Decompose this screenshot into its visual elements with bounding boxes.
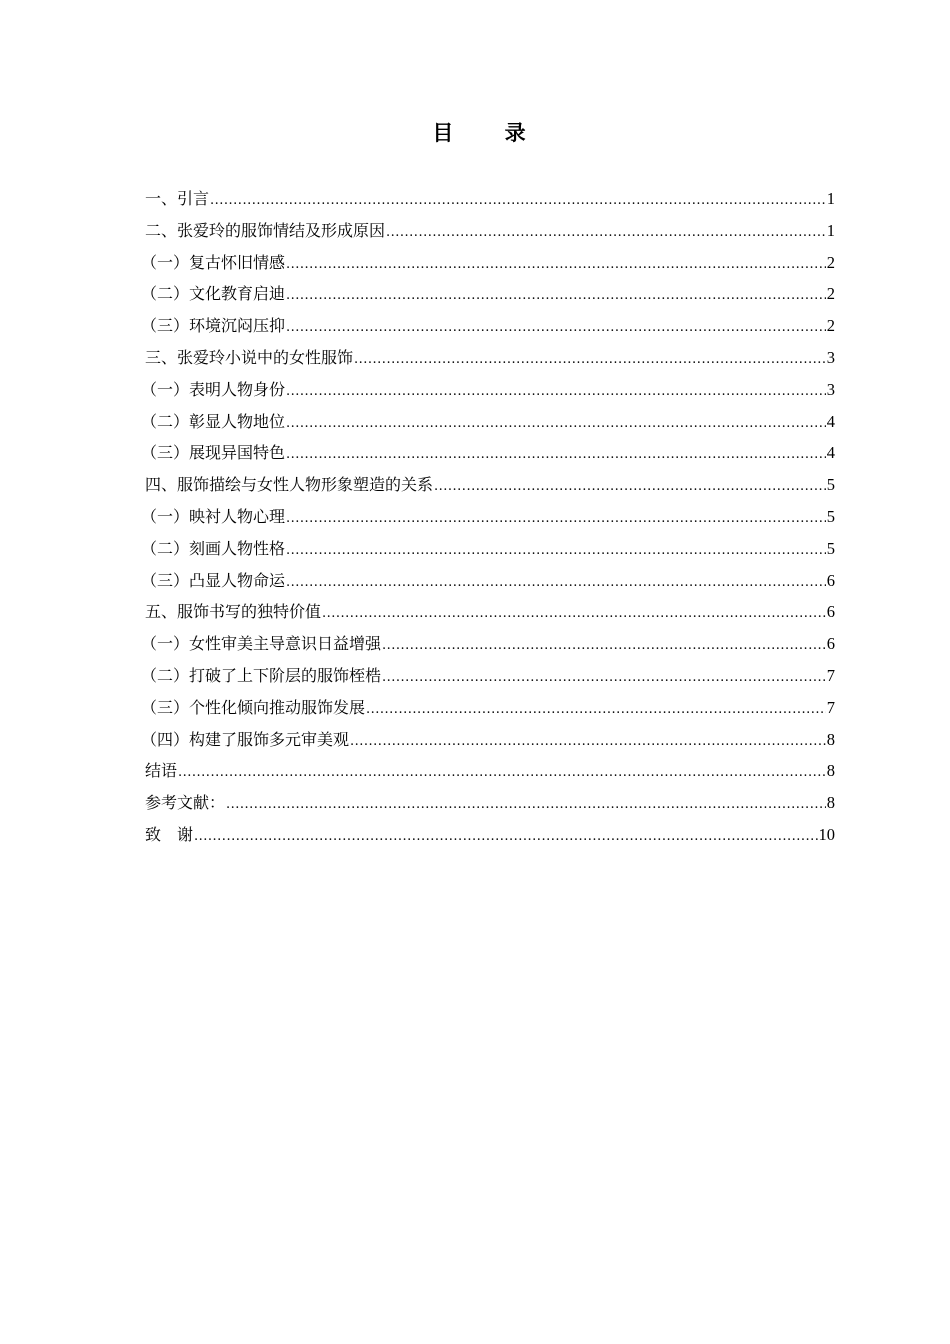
toc-entry-page-number: 3 — [826, 379, 835, 399]
toc-entry-page-number: 8 — [826, 761, 835, 781]
toc-entry-title: （三）个性化倾向推动服饰发展 — [141, 697, 366, 717]
toc-entry-title: （二）彰显人物地位 — [141, 411, 286, 431]
dot-leader — [286, 282, 826, 309]
toc-entry-title: （一）复古怀旧情感 — [141, 252, 286, 272]
toc-entry[interactable] — [145, 757, 835, 789]
toc-entry-page-number: 8 — [826, 793, 835, 813]
toc-entry-page-number: 5 — [826, 538, 835, 558]
toc-entry[interactable] — [145, 217, 835, 249]
table-of-contents — [141, 185, 835, 853]
dot-leader — [286, 251, 826, 278]
toc-entry-page-number: 4 — [826, 443, 835, 463]
dot-leader — [354, 346, 826, 373]
toc-entry-page-number: 8 — [826, 729, 835, 749]
dot-leader — [210, 187, 826, 214]
toc-entry-title: 二、张爱玲的服饰情结及形成原因 — [145, 220, 386, 240]
dot-leader — [286, 378, 826, 405]
toc-entry[interactable] — [145, 185, 835, 217]
toc-entry-page-number: 2 — [826, 252, 835, 272]
toc-entry-page-number: 3 — [826, 347, 835, 367]
toc-entry[interactable] — [141, 567, 835, 599]
toc-entry-page-number: 6 — [826, 602, 835, 622]
toc-entry-page-number: 6 — [826, 570, 835, 590]
dot-leader — [286, 441, 826, 468]
toc-entry-title: （三）展现异国特色 — [141, 443, 286, 463]
toc-entry[interactable] — [141, 408, 835, 440]
toc-entry[interactable] — [141, 630, 835, 662]
dot-leader — [286, 410, 826, 437]
toc-entry-title: 参考文献： — [145, 793, 226, 813]
dot-leader — [386, 219, 826, 246]
toc-entry[interactable] — [145, 598, 835, 630]
toc-entry[interactable] — [145, 789, 835, 821]
toc-entry[interactable] — [145, 821, 835, 853]
dot-leader — [322, 600, 826, 627]
dot-leader — [226, 791, 826, 818]
toc-entry-title: （一）表明人物身份 — [141, 379, 286, 399]
toc-entry-title: （二）文化教育启迪 — [141, 284, 286, 304]
toc-entry[interactable] — [145, 471, 835, 503]
toc-entry-title: （四）构建了服饰多元审美观 — [141, 729, 350, 749]
toc-entry-page-number: 1 — [826, 189, 835, 208]
toc-entry-title: （二）刻画人物性格 — [141, 538, 286, 558]
toc-entry-title: 三、张爱玲小说中的女性服饰 — [145, 347, 354, 367]
toc-entry-page-number: 5 — [826, 475, 835, 495]
dot-leader — [286, 314, 826, 341]
dot-leader — [286, 537, 826, 564]
toc-entry-page-number: 5 — [826, 506, 835, 526]
toc-entry[interactable] — [141, 662, 835, 694]
toc-entry-title: （一）映衬人物心理 — [141, 506, 286, 526]
toc-title: 目 录 — [432, 121, 548, 145]
toc-entry-page-number: 7 — [826, 697, 835, 717]
toc-entry-title: （三）凸显人物命运 — [141, 570, 286, 590]
toc-entry[interactable] — [141, 312, 835, 344]
dot-leader — [286, 505, 826, 532]
dot-leader — [382, 664, 826, 691]
toc-entry-page-number: 1 — [826, 220, 835, 240]
toc-entry[interactable] — [141, 249, 835, 281]
toc-entry-title: 致 谢 — [145, 824, 194, 844]
toc-entry[interactable] — [141, 694, 835, 726]
toc-entry[interactable] — [141, 439, 835, 471]
toc-entry-title: 四、服饰描绘与女性人物形象塑造的关系 — [145, 475, 434, 495]
dot-leader — [366, 696, 826, 723]
toc-entry-page-number: 6 — [826, 634, 835, 654]
toc-entry-page-number: 7 — [826, 665, 835, 685]
toc-entry-title: （一）女性审美主导意识日益增强 — [141, 634, 382, 654]
dot-leader — [350, 728, 826, 755]
dot-leader — [382, 632, 826, 659]
dot-leader — [178, 759, 826, 786]
toc-entry-page-number: 10 — [818, 824, 835, 844]
toc-entry[interactable] — [141, 376, 835, 408]
toc-entry-page-number: 2 — [826, 284, 835, 304]
toc-entry-title: 一、引言 — [145, 189, 210, 208]
toc-entry-page-number: 2 — [826, 316, 835, 336]
dot-leader — [286, 569, 826, 596]
dot-leader — [194, 823, 817, 850]
toc-entry-title: 五、服饰书写的独特价值 — [145, 602, 322, 622]
toc-entry-title: （三）环境沉闷压抑 — [141, 316, 286, 336]
toc-entry[interactable] — [145, 344, 835, 376]
toc-entry-title: 结语 — [145, 761, 178, 781]
toc-entry-title: （二）打破了上下阶层的服饰桎梏 — [141, 665, 382, 685]
dot-leader — [434, 473, 826, 500]
toc-entry-page-number: 4 — [826, 411, 835, 431]
toc-entry[interactable] — [141, 280, 835, 312]
toc-entry[interactable] — [141, 503, 835, 535]
toc-entry[interactable] — [141, 726, 835, 758]
toc-entry[interactable] — [141, 535, 835, 567]
